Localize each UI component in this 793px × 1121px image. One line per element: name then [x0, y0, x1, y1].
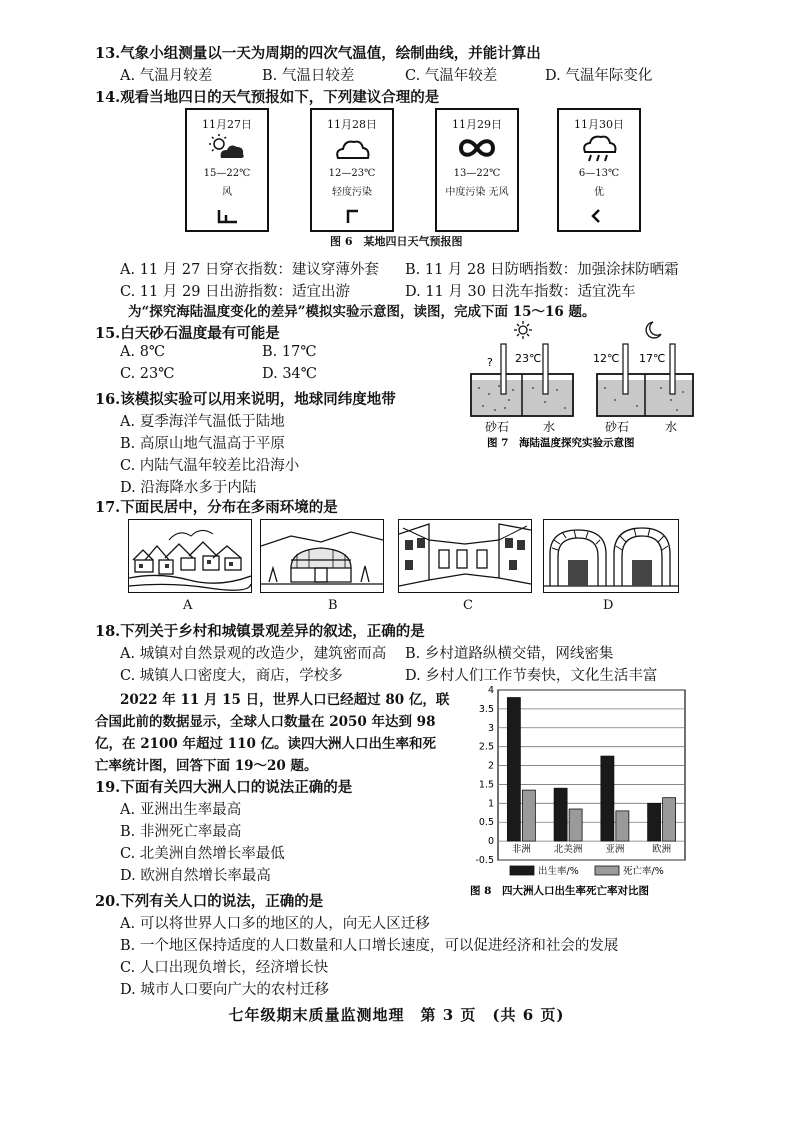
q20-option-b: B. 一个地区保持适度的人口数量和人口增长速度，可以促进经济和社会的发展	[120, 938, 619, 954]
weather-card-temp: 13—22℃	[453, 168, 501, 179]
y-tick-label: 3.5	[478, 703, 494, 715]
picture-label-d: D	[603, 598, 614, 613]
y-tick-label: 2.5	[478, 741, 494, 753]
weather-card-date: 11月28日	[327, 118, 377, 131]
q20-option-a: A. 可以将世界人口多的地区的人，向无人区迁移	[120, 916, 430, 932]
intro-19-20-line-3: 亿，在 2100 年超过 110 亿。读四大洲人口出生率和死	[95, 736, 437, 752]
weather-card-temp: 12—23℃	[328, 168, 376, 179]
q13-stem: 13.气象小组测量以一天为周期的四次气温值，绘制曲线，并能计算出	[95, 45, 541, 62]
weather-card-3	[435, 108, 519, 232]
q19-option-b: B. 非洲死亡率最高	[120, 824, 242, 840]
q18-option-c: C. 城镇人口密度大，商店，学校多	[120, 668, 343, 684]
q14-stem: 14.观看当地四日的天气预报如下，下列建议合理的是	[95, 89, 440, 106]
q18-stem: 18.下列关于乡村和城镇景观差异的叙述，正确的是	[95, 623, 425, 640]
legend-label: 出生率/%	[538, 866, 579, 877]
q13-option-a: A. 气温月较差	[120, 68, 213, 84]
weather-card-date: 11月30日	[574, 118, 624, 131]
intro-19-20-line-2: 合国此前的数据显示，全球人口数量在 2050 年达到 98	[95, 714, 436, 730]
figure-7-caption: 图 7 海陆温度探究实验示意图	[487, 437, 635, 449]
thermo-night-water: 17℃	[639, 352, 666, 365]
y-tick-label: 0.5	[478, 817, 494, 829]
haze-icon	[457, 132, 497, 164]
picture-label-c: C	[463, 598, 473, 613]
q13-option-d: D. 气温年际变化	[545, 68, 653, 84]
q13-option-c: C. 气温年较差	[405, 68, 498, 84]
y-tick-label: 1	[487, 798, 494, 810]
q14-option-a: A. 11 月 27 日穿衣指数：建议穿薄外套	[120, 262, 379, 278]
bar-death-rate	[569, 809, 582, 841]
y-tick-label: 4	[487, 685, 494, 696]
weather-card-temp: 15—22℃	[203, 168, 251, 179]
x-tick-label: 北美洲	[553, 844, 583, 855]
bar-birth-rate	[601, 756, 614, 841]
figure-8-caption: 图 8 四大洲人口出生率死亡率对比图	[470, 885, 649, 897]
weather-card-desc: 风	[222, 187, 232, 198]
wind-barb-icon	[342, 208, 364, 224]
page-footer: 七年级期末质量监测地理 第 3 页 (共 6 页)	[228, 1006, 565, 1024]
wind-barb-icon	[217, 208, 239, 224]
intro-19-20-line-1: 2022 年 11 月 15 日，世界人口已经超过 80 亿，联	[120, 692, 450, 708]
x-tick-label: 欧洲	[652, 844, 672, 855]
q15-option-c: C. 23℃	[120, 366, 175, 382]
weather-card-1	[185, 108, 269, 232]
figure-6-caption: 图 6 某地四日天气预报图	[330, 235, 463, 248]
q14-option-b: B. 11 月 28 日防晒指数：加强涂抹防晒霜	[405, 262, 679, 278]
weather-card-desc: 优	[594, 187, 604, 198]
bar-death-rate	[663, 798, 676, 841]
picture-label-b: B	[328, 598, 338, 613]
bar-death-rate	[616, 811, 629, 841]
picture-label-a: A	[183, 598, 193, 613]
cloud-icon	[332, 132, 372, 164]
x-tick-label: 亚洲	[605, 844, 625, 855]
intro-15-16: 为“探究海陆温度变化的差异”模拟实验示意图，读图，完成下面 15～16 题。	[128, 304, 596, 320]
intro-19-20-line-4: 亡率统计图，回答下面 19～20 题。	[95, 758, 318, 774]
q15-option-d: D. 34℃	[262, 366, 317, 382]
q20-stem: 20.下列有关人口的说法，正确的是	[95, 893, 324, 910]
y-tick-label: 3	[487, 722, 494, 734]
rain-cloud-icon	[579, 132, 619, 164]
weather-card-4	[557, 108, 641, 232]
q14-option-d: D. 11 月 30 日洗车指数：适宜洗车	[405, 284, 636, 300]
x-tick-label: 非洲	[511, 844, 531, 855]
dwelling-picture-d	[543, 519, 679, 593]
q16-option-c: C. 内陆气温年较差比沿海小	[120, 458, 300, 474]
q20-option-c: C. 人口出现负增长，经济增长快	[120, 960, 329, 976]
q19-option-c: C. 北美洲自然增长率最低	[120, 846, 285, 862]
bar-birth-rate	[554, 788, 567, 841]
weather-card-date: 11月29日	[452, 118, 502, 131]
thermo-day-sand: ?	[487, 356, 493, 369]
y-tick-label: 2	[487, 760, 494, 772]
legend-label: 死亡率/%	[623, 866, 664, 877]
sun-cloud-icon	[207, 132, 247, 164]
weather-card-temp: 6—13℃	[578, 168, 620, 179]
label-sand-left: 砂石	[485, 420, 510, 434]
weather-card-2	[310, 108, 394, 232]
dwelling-picture-b	[260, 519, 384, 593]
q18-option-d: D. 乡村人们工作节奏快，文化生活丰富	[405, 668, 658, 684]
thermo-day-water: 23℃	[515, 352, 542, 365]
y-tick-label: 0	[487, 836, 494, 848]
bar-birth-rate	[507, 698, 520, 842]
q16-option-d: D. 沿海降水多于内陆	[120, 480, 257, 496]
q16-option-b: B. 高原山地气温高于平原	[120, 436, 285, 452]
label-sand-right: 砂石	[605, 420, 630, 434]
dwelling-picture-c	[398, 519, 532, 593]
q16-stem: 16.该模拟实验可以用来说明，地球同纬度地带	[95, 391, 396, 408]
q18-option-b: B. 乡村道路纵横交错，网线密集	[405, 646, 614, 662]
thermo-night-sand: 12℃	[593, 352, 620, 365]
figure-8-chart	[470, 680, 690, 900]
legend-swatch	[510, 866, 534, 875]
y-tick-label: 1.5	[478, 779, 494, 791]
legend-swatch	[595, 866, 619, 875]
dwelling-picture-a	[128, 519, 252, 593]
sun-icon	[514, 321, 532, 339]
moon-icon	[646, 322, 661, 338]
wind-barb-icon	[589, 208, 611, 224]
q20-option-d: D. 城市人口要向广大的农村迁移	[120, 982, 329, 998]
weather-card-date: 11月27日	[202, 118, 252, 131]
figure-7-diagram	[465, 318, 695, 450]
q17-stem: 17.下面民居中，分布在多雨环境的是	[95, 499, 338, 516]
bar-birth-rate	[648, 803, 661, 841]
q14-option-c: C. 11 月 29 日出游指数：适宜出游	[120, 284, 351, 300]
q18-option-a: A. 城镇对自然景观的改造少，建筑密而高	[120, 646, 387, 662]
weather-card-desc: 轻度污染	[332, 187, 372, 198]
q19-stem: 19.下面有关四大洲人口的说法正确的是	[95, 779, 353, 796]
bar-death-rate	[522, 790, 535, 841]
q15-option-b: B. 17℃	[262, 344, 317, 360]
q19-option-d: D. 欧洲自然增长率最高	[120, 868, 271, 884]
q15-option-a: A. 8℃	[120, 344, 166, 360]
label-water-right: 水	[665, 420, 678, 434]
q16-option-a: A. 夏季海洋气温低于陆地	[120, 414, 285, 430]
q19-option-a: A. 亚洲出生率最高	[120, 802, 242, 818]
label-water-left: 水	[543, 420, 556, 434]
q15-stem: 15.白天砂石温度最有可能是	[95, 325, 280, 342]
q13-option-b: B. 气温日较差	[262, 68, 355, 84]
weather-card-desc: 中度污染 无风	[445, 187, 509, 198]
y-tick-label: -0.5	[475, 855, 494, 866]
